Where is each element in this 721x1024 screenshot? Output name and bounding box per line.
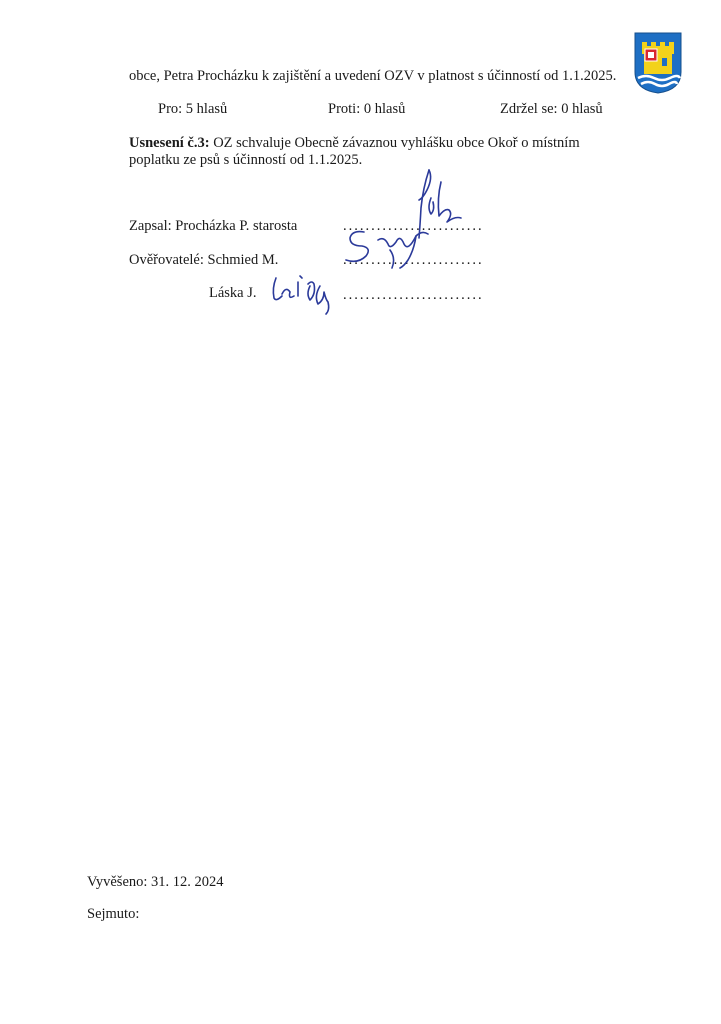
votes-zdrzel: Zdržel se: 0 hlasů [500, 101, 603, 117]
zapsal-label: Zapsal: Procházka P. starosta [129, 218, 298, 234]
signature-laska [268, 272, 340, 318]
resolution-line1 [129, 135, 580, 152]
overovatele-label: Ověřovatelé: Schmied M. [129, 252, 279, 268]
votes-pro: Pro: 5 hlasů [158, 101, 228, 117]
zapsal-signature-line: ......................... [343, 218, 484, 234]
sejmuto-line: Sejmuto: [87, 906, 140, 922]
intro-line: obce, Petra Procházku k zajištění a uvedení OZV v platnost s účinností od 1.1.2025. [129, 68, 617, 84]
votes-proti: Proti: 0 hlasů [328, 101, 406, 117]
municipal-coat-of-arms-icon [634, 32, 682, 94]
vyveseno-line: Vyvěšeno: 31. 12. 2024 [87, 874, 224, 890]
overovatel2-signature-line: ......................... [343, 287, 484, 303]
signature-schmied [346, 232, 428, 268]
resolution-label: Usnesení č.3: [129, 135, 210, 151]
laska-label: Láska J. [209, 285, 257, 301]
resolution-text: OZ schvaluje Obecně závaznou vyhlášku obce Okoř o místním [209, 135, 580, 151]
resolution-line2: poplatku ze psů s účinností od 1.1.2025. [129, 152, 363, 168]
overovatel1-signature-line: ......................... [343, 252, 484, 268]
